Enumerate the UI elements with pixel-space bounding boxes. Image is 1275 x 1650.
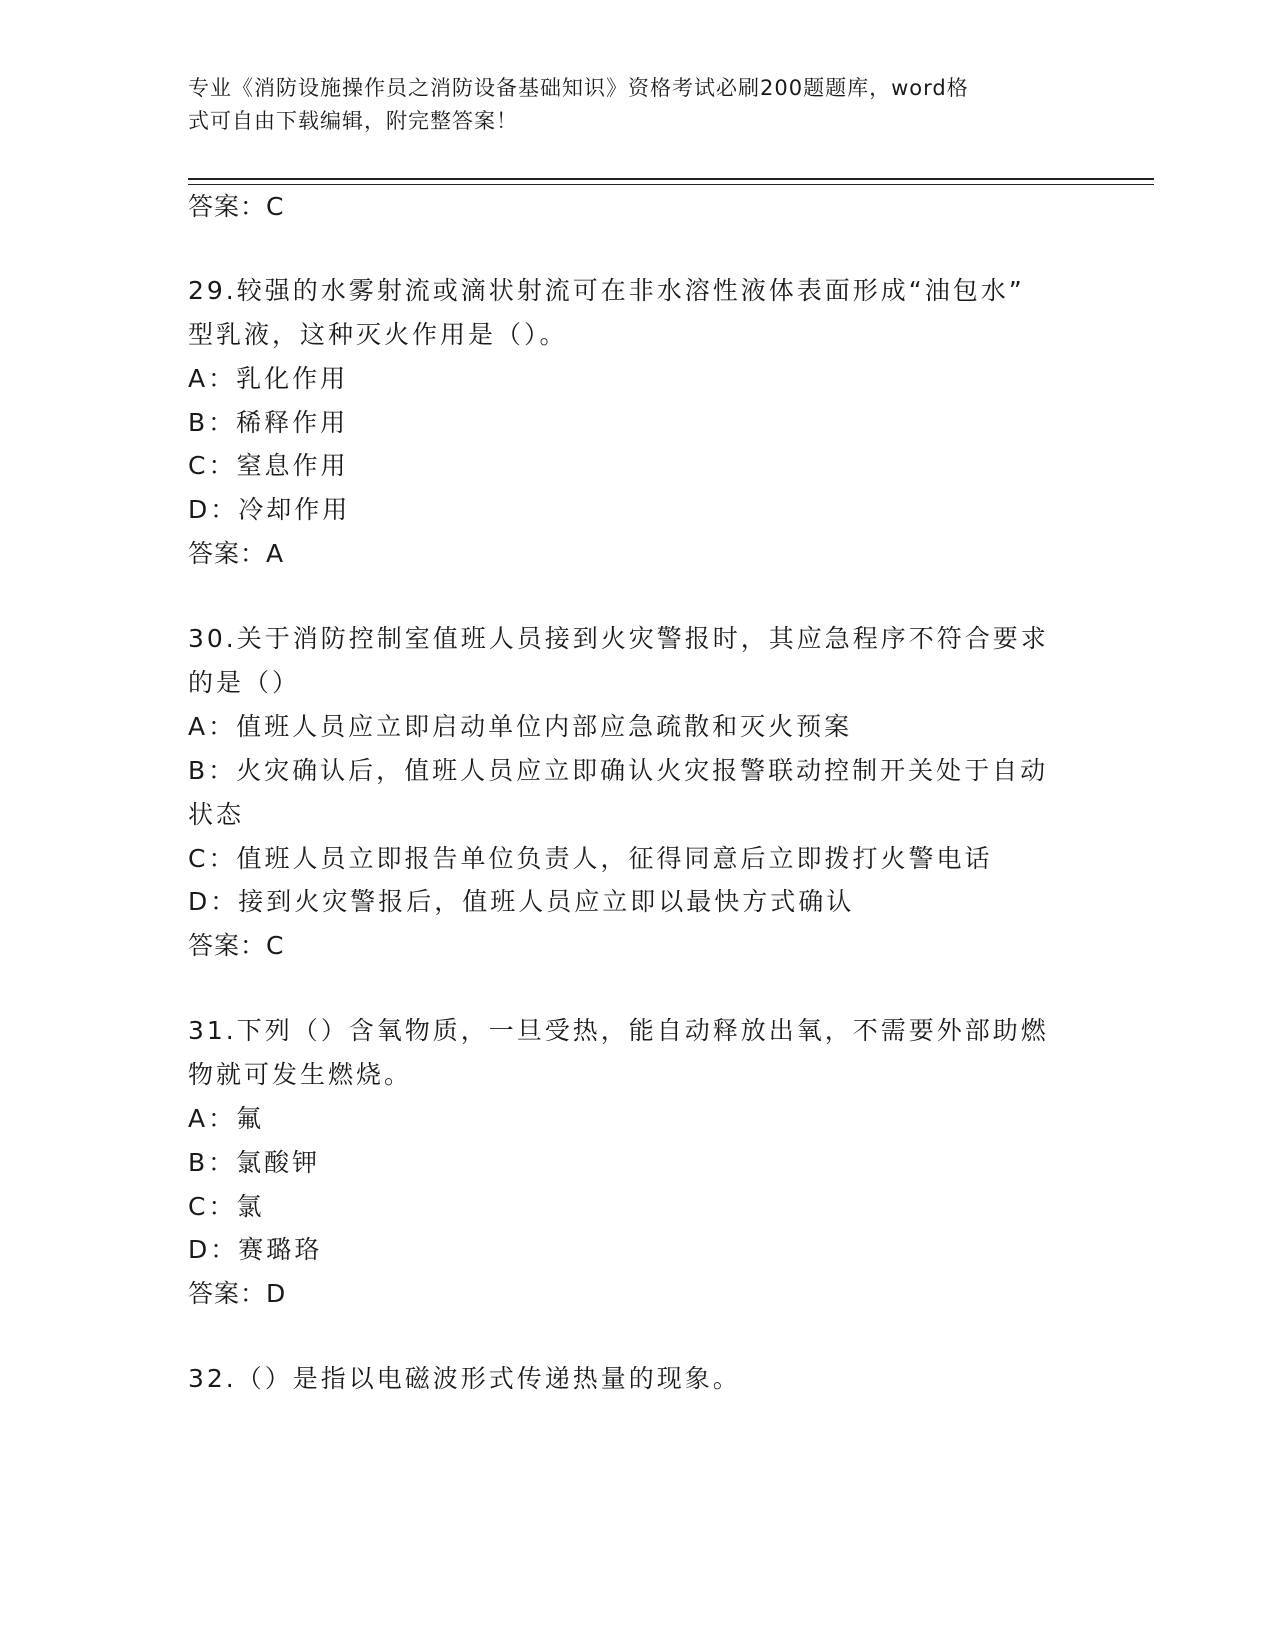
answer-line: 答案：C bbox=[188, 192, 285, 221]
question-32-stem-line-1: 32.（）是指以电磁波形式传递热量的现象。 bbox=[188, 1364, 741, 1393]
question-30-option-b-continued: 状态 bbox=[188, 800, 245, 829]
question-29-stem-line-1: 29.较强的水雾射流或滴状射流可在非水溶性液体表面形成“油包水” bbox=[188, 276, 1025, 305]
question-31-option-a: A：氟 bbox=[188, 1104, 265, 1133]
header-rule-thick bbox=[188, 178, 1154, 180]
question-29-option-a: A：乳化作用 bbox=[188, 364, 349, 393]
question-30-answer: 答案：C bbox=[188, 931, 285, 960]
question-31-answer: 答案：D bbox=[188, 1279, 287, 1308]
header-line-2: 式可自由下载编辑，附完整答案！ bbox=[188, 109, 518, 133]
question-31-stem-line-1: 31.下列（）含氧物质，一旦受热，能自动释放出氧，不需要外部助燃 bbox=[188, 1016, 1049, 1045]
question-31-option-d: D：赛璐珞 bbox=[188, 1235, 323, 1264]
question-30-option-d: D：接到火灾警报后，值班人员应立即以最快方式确认 bbox=[188, 887, 855, 916]
question-29-option-b: B：稀释作用 bbox=[188, 408, 349, 437]
question-30-option-b: B：火灾确认后，值班人员应立即确认火灾报警联动控制开关处于自动 bbox=[188, 756, 1049, 785]
question-30-stem-line-2: 的是（） bbox=[188, 668, 301, 697]
header-line-1: 专业《消防设施操作员之消防设备基础知识》资格考试必刷200题题库，word格 bbox=[188, 76, 969, 100]
question-29-option-c: C：窒息作用 bbox=[188, 451, 349, 480]
question-30-stem-line-1: 30.关于消防控制室值班人员接到火灾警报时，其应急程序不符合要求 bbox=[188, 624, 1049, 653]
header-rule-thin bbox=[188, 184, 1154, 185]
question-31-stem-line-2: 物就可发生燃烧。 bbox=[188, 1060, 413, 1089]
question-29-option-d: D：冷却作用 bbox=[188, 495, 351, 524]
question-31-option-c: C：氯 bbox=[188, 1192, 265, 1221]
question-30-option-c: C：值班人员立即报告单位负责人，征得同意后立即拨打火警电话 bbox=[188, 844, 993, 873]
question-29-stem-line-2: 型乳液，这种灭火作用是（）。 bbox=[188, 320, 568, 349]
document-header bbox=[188, 72, 1088, 138]
question-30-option-a: A：值班人员应立即启动单位内部应急疏散和灭火预案 bbox=[188, 712, 853, 741]
question-29-answer: 答案：A bbox=[188, 539, 285, 568]
question-31-option-b: B：氯酸钾 bbox=[188, 1148, 321, 1177]
